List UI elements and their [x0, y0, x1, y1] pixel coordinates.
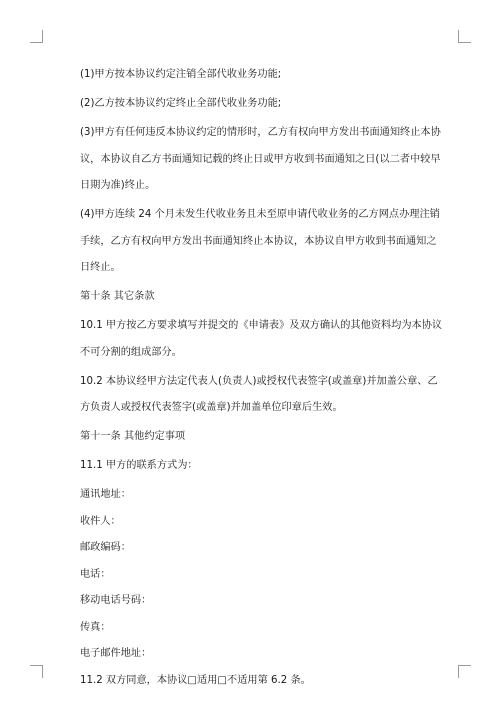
clause-termination-item-1: (1)甲方按本协议约定注销全部代收业务功能; — [80, 69, 282, 80]
contact-field-mobile: 移动电话号码： — [80, 595, 152, 606]
contact-field-fax: 传真： — [80, 621, 111, 633]
contact-field-email: 电子邮件地址： — [80, 648, 152, 659]
contact-field-postcode: 邮政编码： — [80, 542, 131, 553]
clause-10-2: 10.2 本协议经甲方法定代表人(负责人)或授权代表签字(或盖章)并加盖公章、乙方负责人或授权代表签字(或盖章)并加盖单位印章后生效。 — [80, 375, 438, 413]
clause-termination-item-3: (3)甲方有任何违反本协议约定的情形时，乙方有权向甲方发出书面通知终止本协议，本协议自乙方书面通知记载的终止日或甲方收到书面通知之日(以二者中较早日期为准)终止。 — [80, 127, 441, 191]
crop-mark-bottom-right — [458, 665, 471, 678]
clause-termination-item-2: (2)乙方按本协议约定终止全部代收业务功能; — [80, 98, 282, 109]
clause-11-2: 11.2 双方同意，本协议□适用□不适用第 6.2 条。 — [80, 674, 311, 686]
clause-10-1: 10.1 甲方按乙方要求填写并提交的《申请表》及双方确认的其他资料均为本协议不可分割的组成部分。 — [80, 320, 443, 358]
crop-mark-top-left — [30, 30, 43, 43]
contact-field-recipient: 收件人： — [80, 515, 121, 527]
contact-field-address: 通讯地址： — [80, 489, 131, 500]
clause-11-1: 11.1 甲方的联系方式为： — [80, 460, 198, 471]
article-10-heading: 第十条 其它条款 — [80, 291, 155, 302]
crop-mark-bottom-left — [30, 665, 43, 678]
contact-field-phone: 电话： — [80, 568, 111, 580]
document-body — [80, 62, 445, 697]
clause-termination-item-4: (4)甲方连续 24 个月未发生代收业务且未至原申请代收业务的乙方网点办理注销手续，乙方有权向甲方发出书面通知终止本协议，本协议自甲方收到书面通知之日终止。 — [80, 209, 440, 273]
article-11-heading: 第十一条 其他约定事项 — [80, 431, 186, 442]
crop-mark-top-right — [458, 30, 471, 43]
